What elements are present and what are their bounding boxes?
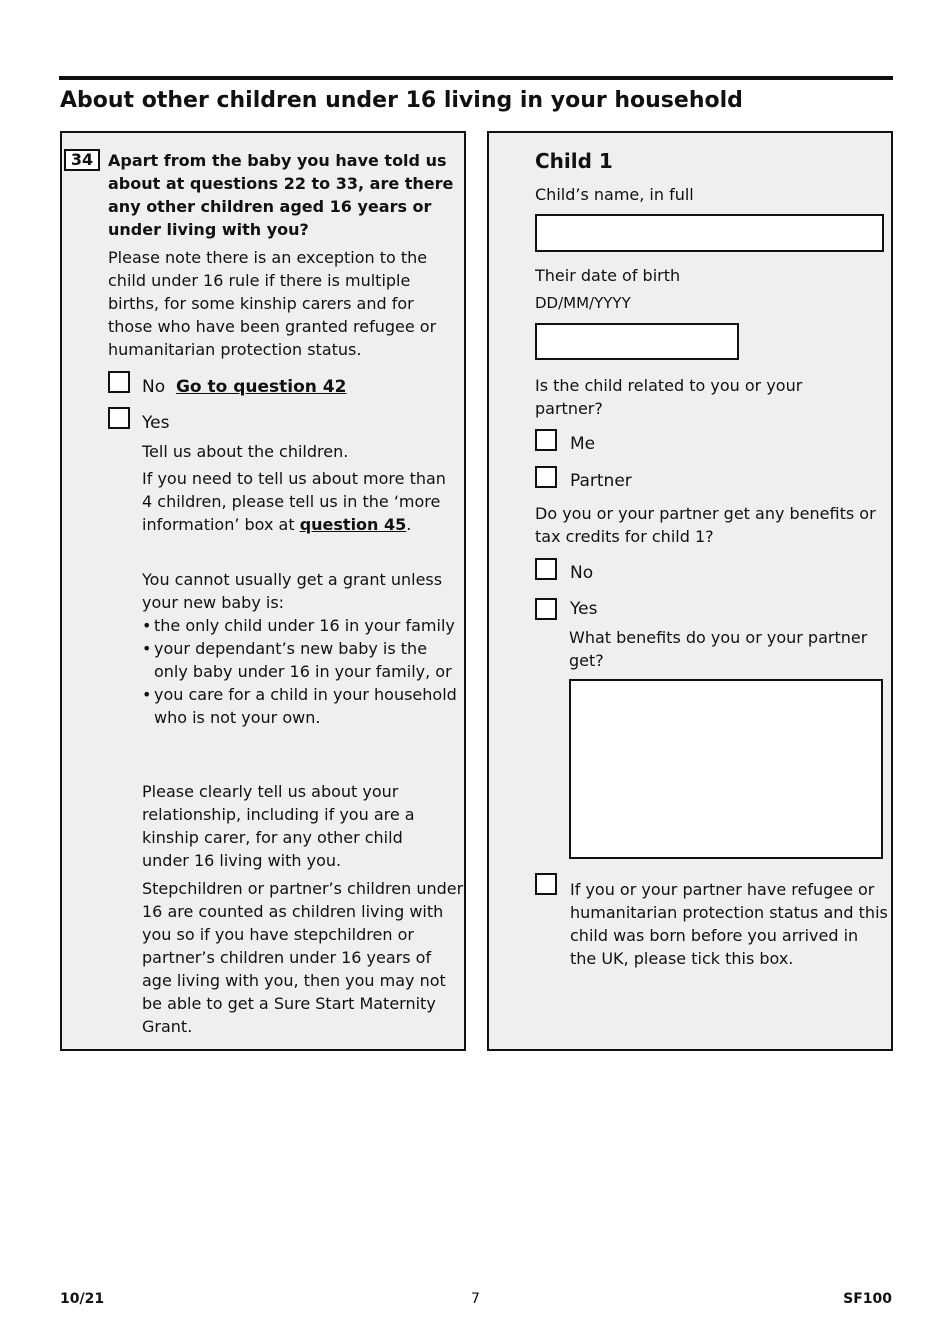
refugee-checkbox[interactable] [535, 873, 557, 895]
benefits-yes-checkbox[interactable] [535, 598, 557, 620]
more-than-4-suffix: . [406, 515, 412, 534]
child-name-input[interactable] [535, 214, 884, 252]
no-label: No [142, 377, 166, 397]
dob-label: Their date of birth [535, 266, 681, 285]
question-title: Apart from the baby you have told us about at questions 22 to 33, are there any other children aged 16 years or under living with you? [108, 151, 454, 239]
related-question: Is the child related to you or your partner? [535, 376, 803, 418]
more-than-4-prefix: If you need to tell us about more than 4 children, please tell us in the ‘more information’ box at [142, 469, 446, 534]
stepchildren-text: Stepchildren or partner’s children under 16 are counted as children living with you so if you have stepchildren or partner’s children under 16 years of age living with you, then you may not be able to get a Sure Start Maternity Grant. [142, 879, 464, 1036]
yes-checkbox[interactable] [108, 407, 130, 429]
related-partner-label: Partner [570, 471, 632, 491]
tell-us-text: Tell us about the children. [142, 442, 349, 461]
page-number: 7 [471, 1291, 480, 1307]
question-34-panel [60, 131, 466, 1051]
dob-input[interactable] [535, 323, 739, 360]
benefits-question: Do you or your partner get any benefits or tax credits for child 1? [535, 504, 876, 546]
benefits-no-label: No [570, 563, 594, 583]
grant-condition: • the only child under 16 in your family [142, 614, 462, 637]
top-rule [59, 76, 893, 80]
grant-conditions-list [142, 614, 462, 729]
no-option [142, 376, 452, 398]
child-title: Child 1 [535, 149, 613, 173]
grant-intro: You cannot usually get a grant unless your new baby is: [142, 570, 443, 612]
related-partner-checkbox[interactable] [535, 466, 557, 488]
relationship-text: Please clearly tell us about your relationship, including if you are a kinship carer, for any other child under 16 living with you. [142, 782, 415, 870]
section-heading: About other children under 16 living in your household [60, 88, 743, 113]
benefits-textarea[interactable] [569, 679, 883, 859]
more-than-4-text [142, 467, 452, 536]
benefits-which-label: What benefits do you or your partner get? [569, 628, 868, 670]
benefits-no-checkbox[interactable] [535, 558, 557, 580]
related-me-label: Me [570, 434, 596, 454]
related-me-checkbox[interactable] [535, 429, 557, 451]
form-code: SF100 [843, 1291, 892, 1307]
grant-condition: • you care for a child in your household who is not your own. [142, 683, 462, 729]
child-1-panel [487, 131, 893, 1051]
question-45-link[interactable]: question 45 [299, 515, 407, 534]
dob-format: DD/MM/YYYY [535, 294, 631, 312]
benefits-yes-label: Yes [570, 599, 598, 619]
go-to-question-42-link[interactable]: Go to question 42 [175, 377, 347, 397]
question-number: 34 [64, 149, 100, 171]
question-note: Please note there is an exception to the child under 16 rule if there is multiple births, for some kinship carers and for those who have been granted refugee or humanitarian protection status. [108, 248, 437, 359]
refugee-text: If you or your partner have refugee or humanitarian protection status and this child was born before you arrived in the UK, please tick this box. [570, 880, 888, 968]
yes-label: Yes [142, 413, 170, 433]
child-name-label: Child’s name, in full [535, 185, 694, 204]
no-checkbox[interactable] [108, 371, 130, 393]
grant-condition: • your dependant’s new baby is the only baby under 16 in your family, or [142, 637, 462, 683]
footer-date: 10/21 [60, 1291, 105, 1307]
